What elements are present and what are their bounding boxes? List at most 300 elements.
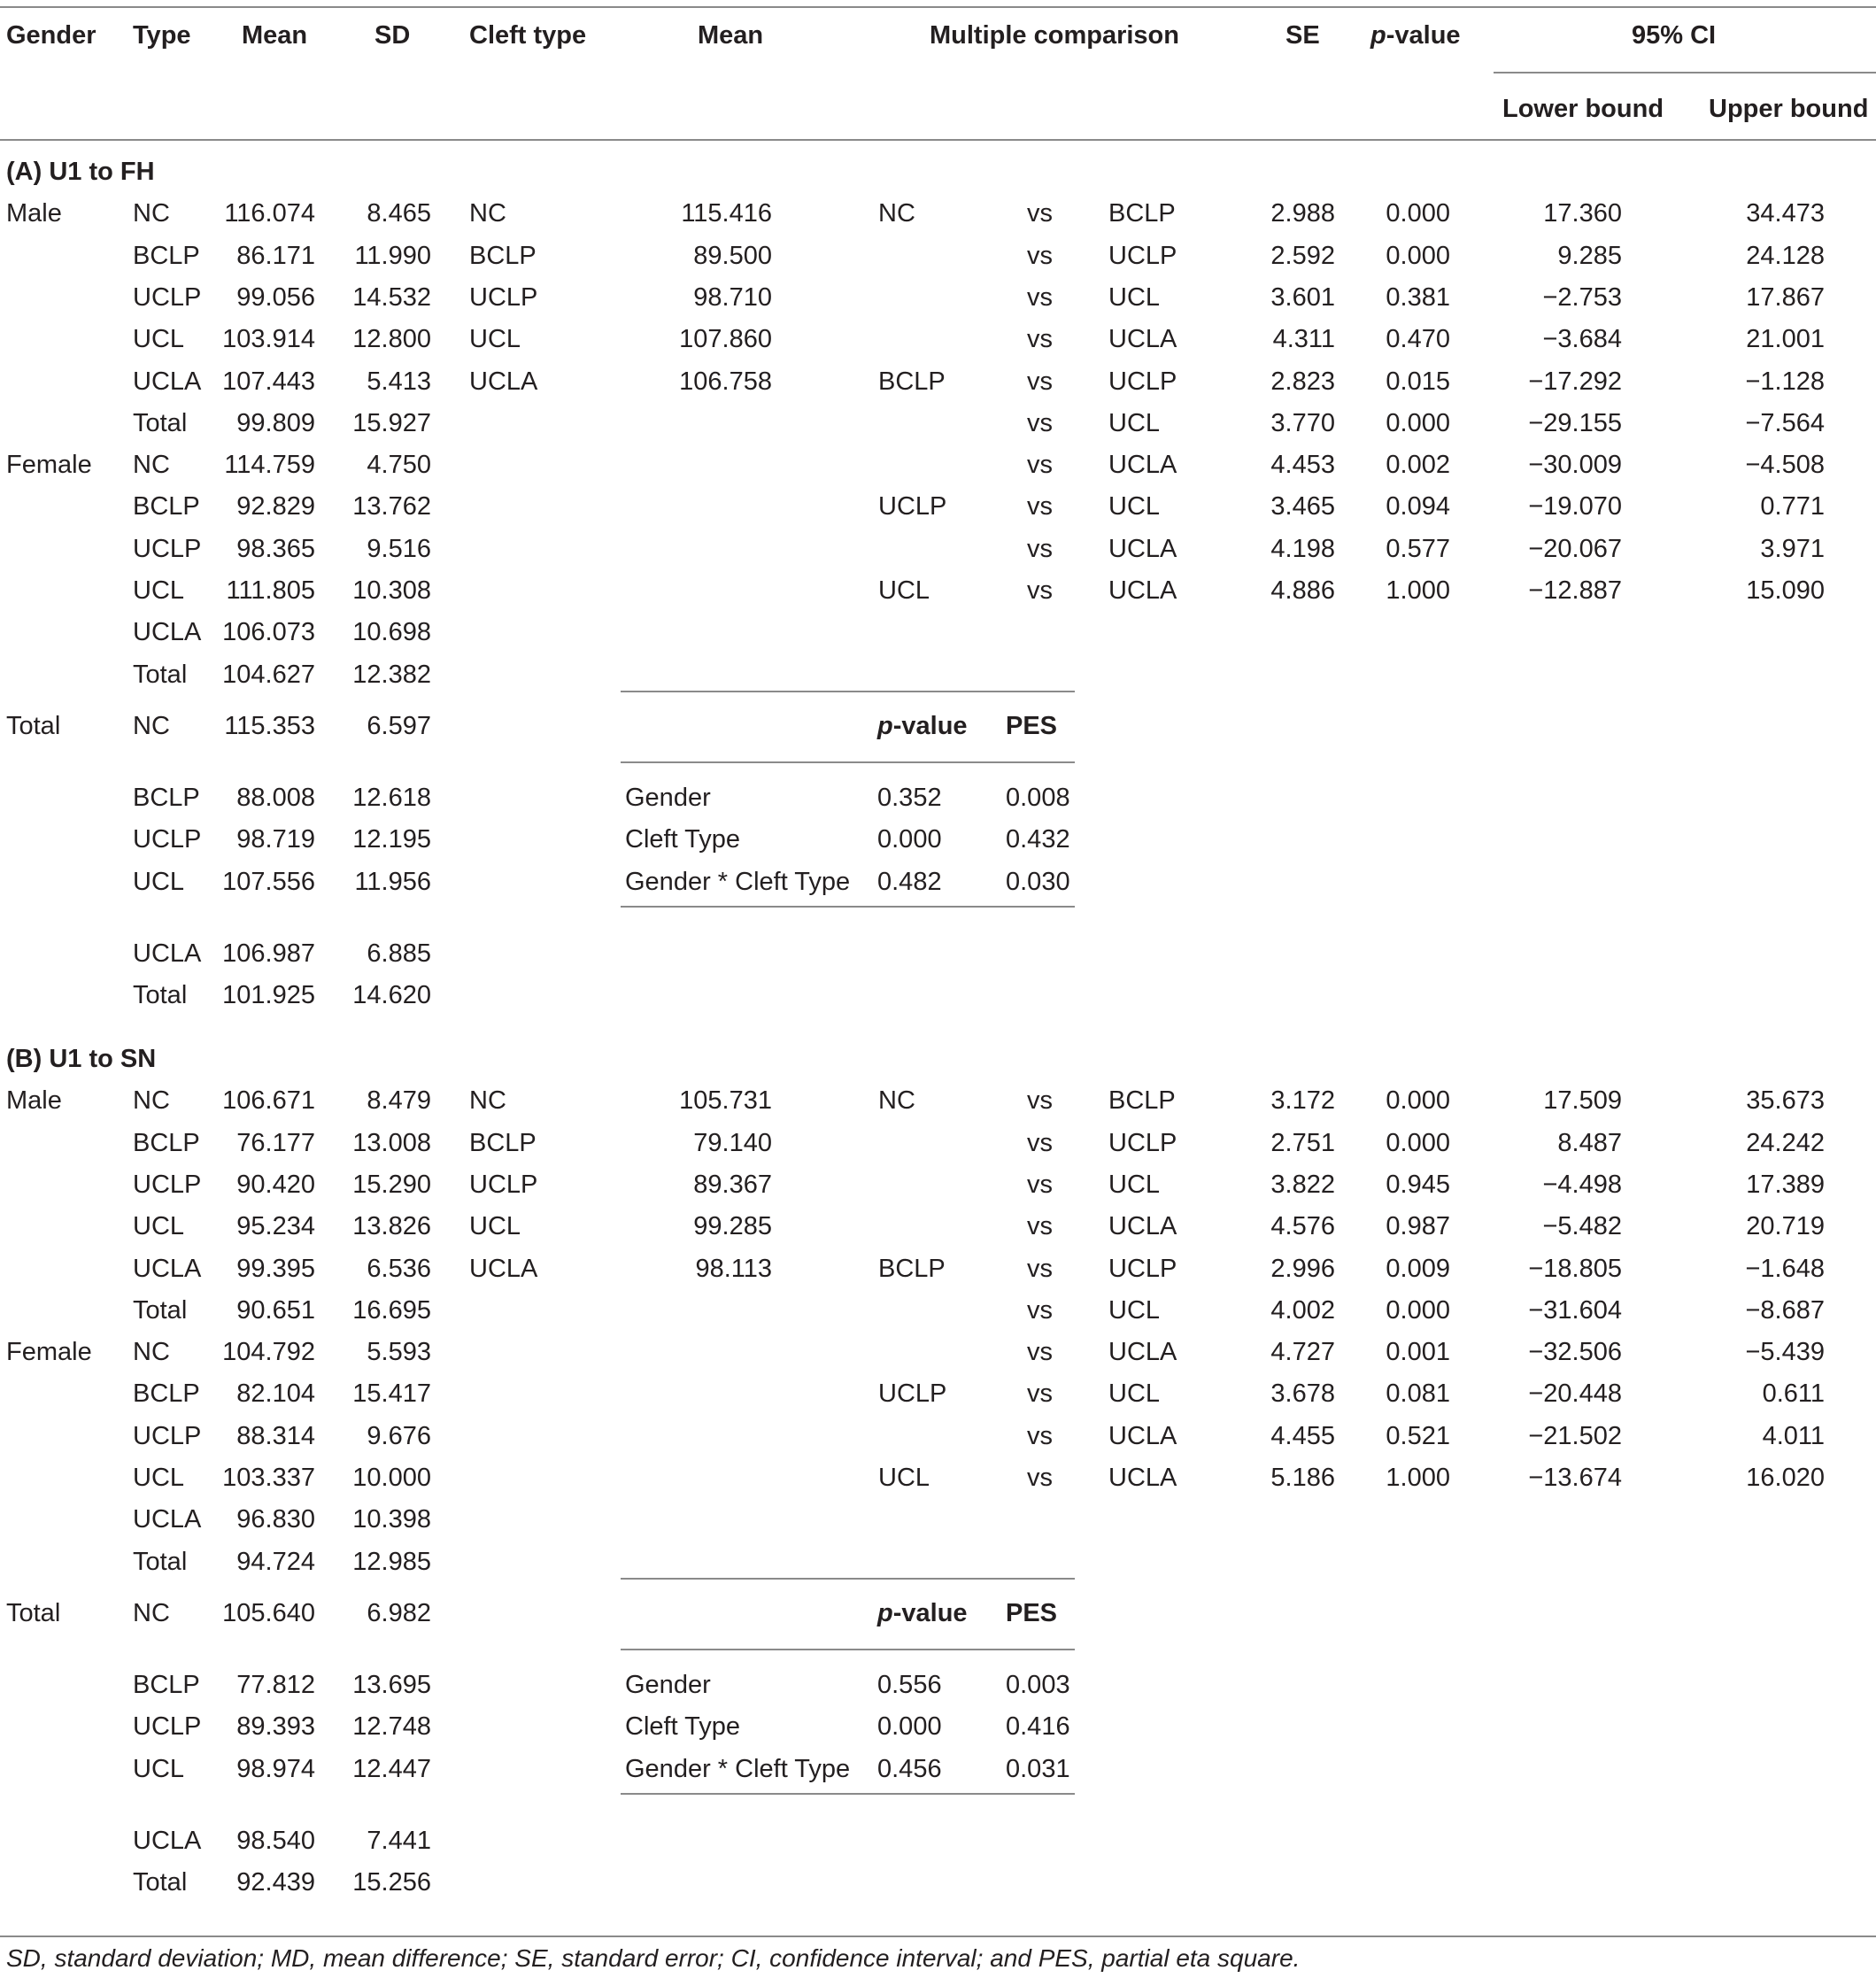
sd-value: 9.676 bbox=[367, 1421, 431, 1450]
comparison-group-b: UCLA bbox=[1108, 1212, 1177, 1241]
ci-lower-value: −13.674 bbox=[1528, 1464, 1622, 1492]
cleft-type-label: UCLP bbox=[469, 1170, 538, 1199]
comparison-group-b: UCL bbox=[1108, 1379, 1161, 1409]
header-gender: Gender bbox=[6, 21, 97, 50]
sd-value: 5.413 bbox=[367, 367, 431, 396]
type-label: UCLA bbox=[133, 367, 202, 396]
comparison-group-b: UCL bbox=[1108, 408, 1161, 437]
p-letter: p bbox=[877, 1598, 893, 1627]
anova-p-value: 0.000 bbox=[877, 825, 942, 854]
comparison-group-b: UCLP bbox=[1108, 1254, 1177, 1283]
comparison-vs: vs bbox=[1027, 1379, 1053, 1409]
ci-upper-value: −7.564 bbox=[1745, 408, 1825, 437]
gender-label: Male bbox=[6, 1086, 62, 1116]
sd-value: 15.417 bbox=[352, 1379, 431, 1409]
comparison-group-b: UCLP bbox=[1108, 1128, 1177, 1157]
ci-upper-value: 24.128 bbox=[1746, 241, 1825, 270]
header-mean-2: Mean bbox=[698, 21, 764, 50]
gender-label: Total bbox=[6, 1598, 61, 1627]
comparison-vs: vs bbox=[1027, 1464, 1053, 1492]
anova-effect-label: Gender * Cleft Type bbox=[625, 1754, 851, 1783]
anova-bottom-rule bbox=[621, 906, 1075, 908]
comparison-vs: vs bbox=[1027, 492, 1053, 522]
comparison-group-b: UCLA bbox=[1108, 534, 1177, 563]
ci-upper-value: 4.011 bbox=[1762, 1421, 1825, 1450]
comparison-vs: vs bbox=[1027, 1295, 1053, 1325]
type-label: UCLP bbox=[133, 825, 202, 854]
p-suffix: -value bbox=[892, 711, 968, 740]
ci-lower-value: 8.487 bbox=[1557, 1128, 1622, 1157]
p-value: 0.081 bbox=[1386, 1379, 1450, 1409]
anova-effect-label: Gender * Cleft Type bbox=[625, 867, 851, 896]
se-value: 4.886 bbox=[1270, 576, 1335, 605]
ci-lower-value: −30.009 bbox=[1528, 451, 1622, 480]
p-letter: p bbox=[877, 711, 893, 740]
ci-upper-value: 0.611 bbox=[1762, 1379, 1825, 1409]
footnote: SD, standard deviation; MD, mean difference; SE, standard error; CI, confidence interval; and PES, partial eta square. bbox=[6, 1944, 1301, 1972]
type-label: UCLA bbox=[133, 1826, 202, 1855]
ci-upper-value: 3.971 bbox=[1760, 534, 1825, 563]
type-label: UCL bbox=[133, 1754, 185, 1783]
mean-value: 116.074 bbox=[224, 199, 315, 228]
sd-value: 15.927 bbox=[352, 408, 431, 437]
se-value: 2.988 bbox=[1270, 199, 1335, 228]
cleft-type-label: UCL bbox=[469, 325, 521, 354]
comparison-vs: vs bbox=[1027, 282, 1053, 312]
anova-header-p-value bbox=[877, 711, 968, 740]
anova-p-value: 0.000 bbox=[877, 1712, 942, 1742]
type-label: NC bbox=[133, 711, 170, 740]
type-label: UCLP bbox=[133, 1421, 202, 1450]
comparison-vs: vs bbox=[1027, 199, 1053, 228]
ci-lower-value: −32.506 bbox=[1528, 1338, 1622, 1367]
ci-lower-value: −29.155 bbox=[1528, 408, 1622, 437]
type-label: Total bbox=[133, 980, 188, 1009]
sd-value: 11.990 bbox=[354, 241, 431, 270]
ci-lower-value: −21.502 bbox=[1528, 1421, 1622, 1450]
cleft-mean-value: 99.285 bbox=[693, 1212, 772, 1241]
cleft-mean-value: 98.113 bbox=[695, 1254, 772, 1283]
type-label: BCLP bbox=[133, 1379, 200, 1409]
ci-upper-value: −5.439 bbox=[1745, 1338, 1825, 1367]
se-value: 4.576 bbox=[1270, 1212, 1335, 1241]
comparison-group-a: NC bbox=[878, 199, 915, 228]
type-label: Total bbox=[133, 1867, 188, 1897]
mean-value: 86.171 bbox=[236, 241, 315, 270]
mean-value: 103.914 bbox=[222, 325, 315, 354]
type-label: Total bbox=[133, 1547, 188, 1576]
type-label: UCLA bbox=[133, 1254, 202, 1283]
se-value: 3.770 bbox=[1270, 408, 1335, 437]
type-label: UCL bbox=[133, 1212, 185, 1241]
cleft-type-label: BCLP bbox=[469, 241, 537, 270]
ci-lower-value: −31.604 bbox=[1528, 1295, 1622, 1325]
anova-header-pes: PES bbox=[1006, 711, 1058, 740]
ci-upper-value: 24.242 bbox=[1746, 1128, 1825, 1157]
sd-value: 13.008 bbox=[352, 1128, 431, 1157]
mean-value: 103.337 bbox=[222, 1464, 315, 1492]
se-value: 2.823 bbox=[1270, 367, 1335, 396]
bottom-rule bbox=[0, 1936, 1876, 1937]
comparison-vs: vs bbox=[1027, 1086, 1053, 1116]
gender-label: Female bbox=[6, 451, 92, 480]
comparison-vs: vs bbox=[1027, 1170, 1053, 1199]
mean-value: 111.805 bbox=[226, 576, 315, 605]
anova-pes-value: 0.030 bbox=[1006, 867, 1070, 896]
ci-lower-value: −17.292 bbox=[1528, 367, 1622, 396]
ci-lower-value: −20.448 bbox=[1528, 1379, 1622, 1409]
type-label: UCL bbox=[133, 576, 185, 605]
se-value: 2.592 bbox=[1270, 241, 1335, 270]
sd-value: 10.698 bbox=[352, 618, 431, 647]
sd-value: 6.982 bbox=[367, 1598, 431, 1627]
comparison-vs: vs bbox=[1027, 1212, 1053, 1241]
comparison-group-a: BCLP bbox=[878, 1254, 946, 1283]
se-value: 4.727 bbox=[1270, 1338, 1335, 1367]
se-value: 4.198 bbox=[1270, 534, 1335, 563]
type-label: BCLP bbox=[133, 492, 200, 522]
ci-upper-value: −1.648 bbox=[1745, 1254, 1825, 1283]
anova-effect-label: Gender bbox=[625, 783, 711, 812]
mean-value: 99.809 bbox=[236, 408, 315, 437]
header-cleft-type: Cleft type bbox=[469, 21, 587, 50]
cleft-mean-value: 79.140 bbox=[693, 1128, 772, 1157]
anova-header-rule bbox=[621, 1649, 1075, 1650]
sd-value: 13.762 bbox=[352, 492, 431, 522]
comparison-group-a: NC bbox=[878, 1086, 915, 1116]
cleft-mean-value: 89.367 bbox=[693, 1170, 772, 1199]
anova-p-value: 0.482 bbox=[877, 867, 942, 896]
header-lower-bound: Lower bound bbox=[1502, 95, 1664, 123]
p-suffix: -value bbox=[1386, 21, 1461, 50]
type-label: NC bbox=[133, 1086, 170, 1116]
ci-lower-value: −4.498 bbox=[1542, 1170, 1622, 1199]
anova-top-rule bbox=[621, 691, 1075, 692]
se-value: 4.453 bbox=[1270, 451, 1335, 480]
header-rule bbox=[0, 139, 1876, 141]
header-upper-bound: Upper bound bbox=[1709, 95, 1869, 123]
header-se: SE bbox=[1285, 21, 1320, 50]
ci-lower-value: −2.753 bbox=[1542, 282, 1622, 312]
sd-value: 10.000 bbox=[352, 1464, 431, 1492]
mean-value: 98.365 bbox=[236, 534, 315, 563]
sd-value: 12.447 bbox=[352, 1754, 431, 1783]
ci-lower-value: −20.067 bbox=[1528, 534, 1622, 563]
sd-value: 13.695 bbox=[352, 1670, 431, 1699]
ci-upper-value: 0.771 bbox=[1760, 492, 1825, 522]
se-value: 3.465 bbox=[1270, 492, 1335, 522]
anova-pes-value: 0.003 bbox=[1006, 1670, 1070, 1699]
p-value: 0.015 bbox=[1386, 367, 1450, 396]
mean-value: 90.420 bbox=[236, 1170, 315, 1199]
ci-lower-value: 9.285 bbox=[1557, 241, 1622, 270]
mean-value: 98.719 bbox=[236, 825, 315, 854]
p-value: 0.000 bbox=[1386, 199, 1450, 228]
sd-value: 14.620 bbox=[352, 980, 431, 1009]
p-value: 1.000 bbox=[1386, 576, 1450, 605]
mean-value: 92.829 bbox=[236, 492, 315, 522]
type-label: Total bbox=[133, 408, 188, 437]
anova-pes-value: 0.432 bbox=[1006, 825, 1070, 854]
comparison-group-a: BCLP bbox=[878, 367, 946, 396]
ci-lower-value: −5.482 bbox=[1542, 1212, 1622, 1241]
mean-value: 88.008 bbox=[236, 783, 315, 812]
mean-value: 106.987 bbox=[222, 939, 315, 968]
mean-value: 101.925 bbox=[222, 980, 315, 1009]
comparison-group-b: UCLA bbox=[1108, 451, 1177, 480]
sd-value: 10.308 bbox=[352, 576, 431, 605]
comparison-group-b: UCLA bbox=[1108, 325, 1177, 354]
ci-lower-value: −3.684 bbox=[1542, 325, 1622, 354]
se-value: 4.455 bbox=[1270, 1421, 1335, 1450]
ci-upper-value: 35.673 bbox=[1746, 1086, 1825, 1116]
sd-value: 11.956 bbox=[354, 867, 431, 896]
se-value: 2.751 bbox=[1270, 1128, 1335, 1157]
header-sd: SD bbox=[374, 21, 411, 50]
type-label: UCLP bbox=[133, 1170, 202, 1199]
mean-value: 104.792 bbox=[222, 1338, 315, 1367]
p-value: 0.000 bbox=[1386, 241, 1450, 270]
type-label: UCL bbox=[133, 325, 185, 354]
p-letter: p bbox=[1370, 21, 1386, 50]
type-label: NC bbox=[133, 199, 170, 228]
type-label: UCLA bbox=[133, 939, 202, 968]
comparison-group-a: UCL bbox=[878, 576, 930, 605]
mean-value: 95.234 bbox=[236, 1212, 315, 1241]
type-label: UCL bbox=[133, 1464, 185, 1492]
comparison-vs: vs bbox=[1027, 408, 1053, 437]
header-type: Type bbox=[133, 21, 191, 50]
header-p-value bbox=[1370, 23, 1461, 49]
mean-value: 94.724 bbox=[236, 1547, 315, 1576]
type-label: Total bbox=[133, 1295, 188, 1325]
sd-value: 8.465 bbox=[367, 199, 431, 228]
mean-value: 98.540 bbox=[236, 1826, 315, 1855]
ci-upper-value: 20.719 bbox=[1746, 1212, 1825, 1241]
sd-value: 4.750 bbox=[367, 451, 431, 480]
ci-upper-value: 34.473 bbox=[1746, 199, 1825, 228]
p-value: 0.000 bbox=[1386, 1086, 1450, 1116]
mean-value: 77.812 bbox=[236, 1670, 315, 1699]
mean-value: 99.395 bbox=[236, 1254, 315, 1283]
p-value: 0.987 bbox=[1386, 1212, 1450, 1241]
comparison-vs: vs bbox=[1027, 534, 1053, 563]
comparison-group-b: UCLP bbox=[1108, 241, 1177, 270]
type-label: UCLP bbox=[133, 1712, 202, 1742]
cleft-type-label: UCL bbox=[469, 1212, 521, 1241]
gender-label: Total bbox=[6, 711, 61, 740]
mean-value: 82.104 bbox=[236, 1379, 315, 1409]
type-label: UCLP bbox=[133, 282, 202, 312]
p-value: 0.945 bbox=[1386, 1170, 1450, 1199]
comparison-vs: vs bbox=[1027, 1338, 1053, 1367]
mean-value: 106.073 bbox=[222, 618, 315, 647]
p-value: 0.094 bbox=[1386, 492, 1450, 522]
comparison-group-b: UCLA bbox=[1108, 1421, 1177, 1450]
comparison-vs: vs bbox=[1027, 325, 1053, 354]
comparison-group-b: UCL bbox=[1108, 1295, 1161, 1325]
sd-value: 12.618 bbox=[352, 783, 431, 812]
anova-header-pes: PES bbox=[1006, 1598, 1058, 1627]
mean-value: 104.627 bbox=[222, 660, 315, 689]
type-label: BCLP bbox=[133, 241, 200, 270]
anova-pes-value: 0.008 bbox=[1006, 783, 1070, 812]
cleft-type-label: NC bbox=[469, 199, 506, 228]
comparison-vs: vs bbox=[1027, 241, 1053, 270]
cleft-type-label: UCLA bbox=[469, 367, 538, 396]
header-multiple-comparison: Multiple comparison bbox=[930, 21, 1179, 50]
comparison-group-b: UCL bbox=[1108, 282, 1161, 312]
anova-p-value: 0.456 bbox=[877, 1754, 942, 1783]
comparison-group-b: BCLP bbox=[1108, 199, 1176, 228]
cleft-type-label: UCLA bbox=[469, 1254, 538, 1283]
section-title: (B) U1 to SN bbox=[6, 1045, 157, 1073]
comparison-group-b: UCL bbox=[1108, 492, 1161, 522]
mean-value: 88.314 bbox=[236, 1421, 315, 1450]
p-value: 0.470 bbox=[1386, 325, 1450, 354]
comparison-group-b: UCLA bbox=[1108, 576, 1177, 605]
comparison-group-b: UCLA bbox=[1108, 1464, 1177, 1492]
se-value: 3.172 bbox=[1270, 1086, 1335, 1116]
mean-value: 105.640 bbox=[222, 1598, 315, 1627]
mean-value: 98.974 bbox=[236, 1754, 315, 1783]
type-label: UCLA bbox=[133, 618, 202, 647]
cleft-mean-value: 105.731 bbox=[679, 1086, 772, 1116]
p-value: 0.577 bbox=[1386, 534, 1450, 563]
comparison-vs: vs bbox=[1027, 1254, 1053, 1283]
anova-effect-label: Cleft Type bbox=[625, 825, 741, 854]
p-value: 0.002 bbox=[1386, 451, 1450, 480]
sd-value: 16.695 bbox=[352, 1295, 431, 1325]
ci-upper-value: −4.508 bbox=[1745, 451, 1825, 480]
anova-effect-label: Cleft Type bbox=[625, 1712, 741, 1742]
anova-p-value: 0.556 bbox=[877, 1670, 942, 1699]
mean-value: 114.759 bbox=[224, 451, 315, 480]
comparison-vs: vs bbox=[1027, 1128, 1053, 1157]
comparison-vs: vs bbox=[1027, 451, 1053, 480]
se-value: 5.186 bbox=[1270, 1464, 1335, 1492]
cleft-mean-value: 115.416 bbox=[681, 199, 772, 228]
mean-value: 89.393 bbox=[236, 1712, 315, 1742]
anova-p-value: 0.352 bbox=[877, 783, 942, 812]
p-value: 1.000 bbox=[1386, 1464, 1450, 1492]
type-label: NC bbox=[133, 1598, 170, 1627]
gender-label: Male bbox=[6, 199, 62, 228]
sd-value: 5.593 bbox=[367, 1338, 431, 1367]
section-title: (A) U1 to FH bbox=[6, 158, 155, 186]
type-label: UCLP bbox=[133, 534, 202, 563]
anova-pes-value: 0.031 bbox=[1006, 1754, 1070, 1783]
comparison-group-b: UCL bbox=[1108, 1170, 1161, 1199]
cleft-type-label: BCLP bbox=[469, 1128, 537, 1157]
anova-header-rule bbox=[621, 761, 1075, 763]
comparison-vs: vs bbox=[1027, 367, 1053, 396]
anova-header-p-value bbox=[877, 1598, 968, 1627]
type-label: Total bbox=[133, 660, 188, 689]
se-value: 4.002 bbox=[1270, 1295, 1335, 1325]
comparison-vs: vs bbox=[1027, 1421, 1053, 1450]
cleft-mean-value: 106.758 bbox=[679, 367, 772, 396]
se-value: 2.996 bbox=[1270, 1254, 1335, 1283]
ci-upper-value: 16.020 bbox=[1746, 1464, 1825, 1492]
sd-value: 15.290 bbox=[352, 1170, 431, 1199]
comparison-group-a: UCLP bbox=[878, 1379, 947, 1409]
cleft-mean-value: 107.860 bbox=[679, 325, 772, 354]
type-label: BCLP bbox=[133, 1128, 200, 1157]
cleft-type-label: UCLP bbox=[469, 282, 538, 312]
ci-upper-value: −1.128 bbox=[1745, 367, 1825, 396]
p-value: 0.000 bbox=[1386, 1295, 1450, 1325]
sd-value: 6.597 bbox=[367, 711, 431, 740]
type-label: BCLP bbox=[133, 1670, 200, 1699]
sd-value: 13.826 bbox=[352, 1212, 431, 1241]
sd-value: 6.885 bbox=[367, 939, 431, 968]
comparison-group-b: BCLP bbox=[1108, 1086, 1176, 1116]
type-label: UCLA bbox=[133, 1505, 202, 1534]
cleft-mean-value: 89.500 bbox=[693, 241, 772, 270]
p-suffix: -value bbox=[892, 1598, 968, 1627]
p-value: 0.521 bbox=[1386, 1421, 1450, 1450]
sd-value: 8.479 bbox=[367, 1086, 431, 1116]
comparison-group-b: UCLA bbox=[1108, 1338, 1177, 1367]
ci-lower-value: 17.360 bbox=[1543, 199, 1622, 228]
mean-value: 99.056 bbox=[236, 282, 315, 312]
comparison-group-a: UCLP bbox=[878, 492, 947, 522]
sd-value: 10.398 bbox=[352, 1505, 431, 1534]
sd-value: 15.256 bbox=[352, 1867, 431, 1897]
mean-value: 107.556 bbox=[222, 867, 315, 896]
comparison-vs: vs bbox=[1027, 576, 1053, 605]
ci-upper-value: 21.001 bbox=[1746, 325, 1825, 354]
anova-top-rule bbox=[621, 1578, 1075, 1580]
anova-effect-label: Gender bbox=[625, 1670, 711, 1699]
ci-rule bbox=[1494, 72, 1876, 73]
sd-value: 12.748 bbox=[352, 1712, 431, 1742]
sd-value: 7.441 bbox=[367, 1826, 431, 1855]
sd-value: 12.195 bbox=[352, 825, 431, 854]
sd-value: 12.800 bbox=[352, 325, 431, 354]
header-ci: 95% CI bbox=[1632, 21, 1717, 50]
ci-upper-value: 17.389 bbox=[1746, 1170, 1825, 1199]
anova-bottom-rule bbox=[621, 1793, 1075, 1795]
comparison-group-b: UCLP bbox=[1108, 367, 1177, 396]
se-value: 3.822 bbox=[1270, 1170, 1335, 1199]
se-value: 3.601 bbox=[1270, 282, 1335, 312]
sd-value: 12.985 bbox=[352, 1547, 431, 1576]
p-value: 0.000 bbox=[1386, 408, 1450, 437]
anova-pes-value: 0.416 bbox=[1006, 1712, 1070, 1742]
cleft-mean-value: 98.710 bbox=[693, 282, 772, 312]
ci-lower-value: −19.070 bbox=[1528, 492, 1622, 522]
se-value: 3.678 bbox=[1270, 1379, 1335, 1409]
ci-upper-value: 17.867 bbox=[1746, 282, 1825, 312]
ci-lower-value: −18.805 bbox=[1528, 1254, 1622, 1283]
mean-value: 90.651 bbox=[236, 1295, 315, 1325]
cleft-type-label: NC bbox=[469, 1086, 506, 1116]
ci-upper-value: −8.687 bbox=[1745, 1295, 1825, 1325]
type-label: BCLP bbox=[133, 783, 200, 812]
mean-value: 115.353 bbox=[224, 711, 315, 740]
sd-value: 14.532 bbox=[352, 282, 431, 312]
p-value: 0.381 bbox=[1386, 282, 1450, 312]
header-mean: Mean bbox=[242, 21, 308, 50]
mean-value: 106.671 bbox=[222, 1086, 315, 1116]
comparison-group-a: UCL bbox=[878, 1464, 930, 1492]
mean-value: 76.177 bbox=[236, 1128, 315, 1157]
p-value: 0.000 bbox=[1386, 1128, 1450, 1157]
p-value: 0.009 bbox=[1386, 1254, 1450, 1283]
gender-label: Female bbox=[6, 1338, 92, 1367]
